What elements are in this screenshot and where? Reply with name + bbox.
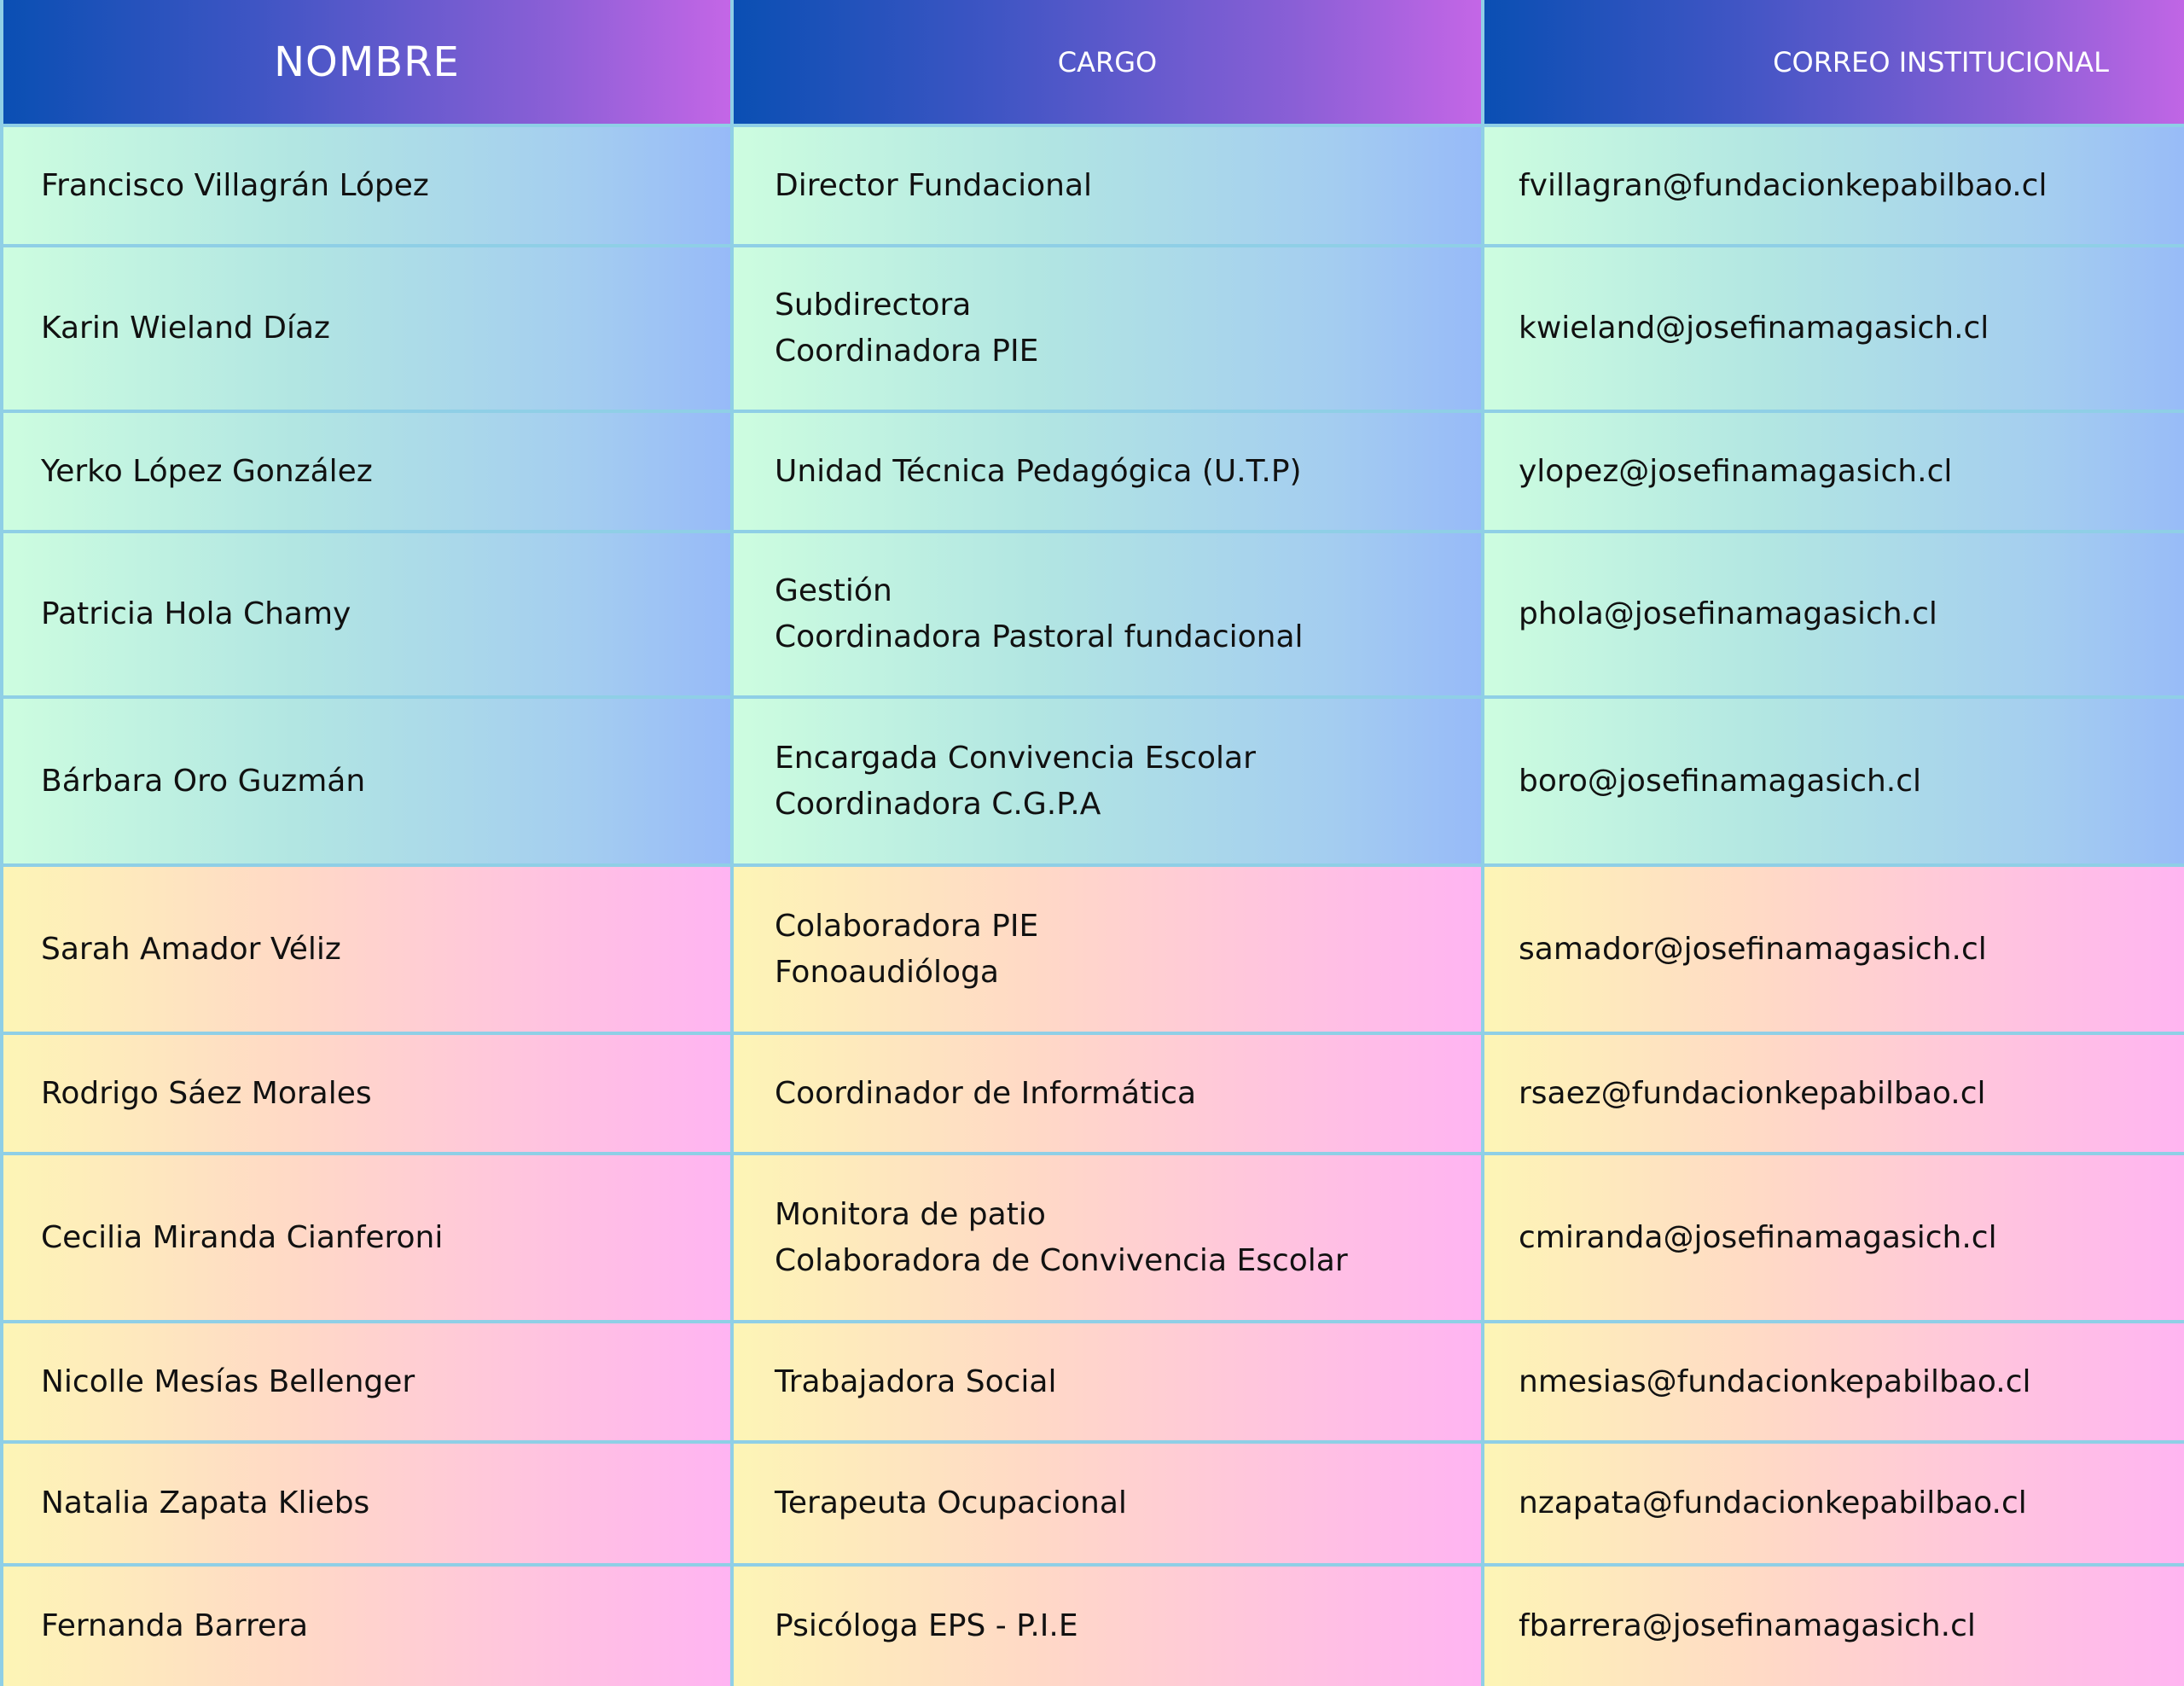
correo-text: cmiranda@josefinamagasich.cl xyxy=(1519,1219,1997,1255)
cargo-line: Colaboradora PIE xyxy=(775,908,1039,944)
cargo-line: Trabajadora Social xyxy=(775,1363,1057,1399)
nombre-text: Patricia Hola Chamy xyxy=(41,596,351,631)
cargo-line: Coordinadora Pastoral fundacional xyxy=(775,619,1304,654)
cell-cargo xyxy=(734,1567,1481,1686)
cell-correo xyxy=(1484,699,2184,863)
nombre-text: Fernanda Barrera xyxy=(41,1608,309,1643)
cell-nombre xyxy=(3,533,730,695)
correo-text: nzapata@fundacionkepabilbao.cl xyxy=(1519,1485,2027,1520)
cargo-line: Psicóloga EPS - P.I.E xyxy=(775,1608,1078,1643)
correo-text: fbarrera@josefinamagasich.cl xyxy=(1519,1608,1976,1643)
cell-nombre xyxy=(3,1035,730,1152)
nombre-text: Karin Wieland Díaz xyxy=(41,311,330,346)
cell-cargo xyxy=(734,533,1481,695)
cargo-line: Coordinador de Informática xyxy=(775,1075,1197,1111)
cargo-line: Unidad Técnica Pedagógica (U.T.P) xyxy=(775,453,1302,489)
cell-cargo xyxy=(734,699,1481,863)
nombre-text: Natalia Zapata Kliebs xyxy=(41,1485,370,1520)
cell-cargo xyxy=(734,413,1481,530)
cell-cargo xyxy=(734,1155,1481,1320)
cell-correo xyxy=(1484,1323,2184,1440)
nombre-text: Nicolle Mesías Bellenger xyxy=(41,1363,415,1399)
cell-correo xyxy=(1484,1567,2184,1686)
cell-cargo xyxy=(734,867,1481,1032)
cell-nombre xyxy=(3,413,730,530)
cargo-line: Coordinadora C.G.P.A xyxy=(775,786,1101,822)
cell-nombre xyxy=(3,247,730,410)
cell-cargo xyxy=(734,1444,1481,1563)
nombre-text: Bárbara Oro Guzmán xyxy=(41,763,366,799)
cargo-line: Director Fundacional xyxy=(775,167,1093,203)
nombre-text: Francisco Villagrán López xyxy=(41,167,429,203)
cell-correo xyxy=(1484,867,2184,1032)
nombre-text: Cecilia Miranda Cianferoni xyxy=(41,1219,444,1255)
cell-correo xyxy=(1484,127,2184,244)
cell-nombre xyxy=(3,1567,730,1686)
cell-cargo xyxy=(734,1323,1481,1440)
cargo-line: Colaboradora de Convivencia Escolar xyxy=(775,1242,1348,1278)
cell-nombre xyxy=(3,127,730,244)
cell-nombre xyxy=(3,1155,730,1320)
cell-correo xyxy=(1484,1035,2184,1152)
cell-correo xyxy=(1484,1155,2184,1320)
cell-correo xyxy=(1484,413,2184,530)
cell-nombre xyxy=(3,1323,730,1440)
nombre-text: Rodrigo Sáez Morales xyxy=(41,1075,372,1111)
cell-correo xyxy=(1484,533,2184,695)
cargo-line: Coordinadora PIE xyxy=(775,334,1039,369)
cell-correo xyxy=(1484,247,2184,410)
cargo-line: Encargada Convivencia Escolar xyxy=(775,740,1256,776)
nombre-text: Yerko López González xyxy=(41,453,373,489)
cell-nombre xyxy=(3,1444,730,1563)
cargo-line: Gestión xyxy=(775,573,892,608)
cell-nombre xyxy=(3,867,730,1032)
cargo-line: Fonoaudióloga xyxy=(775,954,999,990)
correo-text: phola@josefinamagasich.cl xyxy=(1519,596,1937,631)
header-nombre: NOMBRE xyxy=(3,0,730,124)
cell-correo xyxy=(1484,1444,2184,1563)
cell-cargo xyxy=(734,127,1481,244)
correo-text: nmesias@fundacionkepabilbao.cl xyxy=(1519,1363,2031,1399)
correo-text: kwieland@josefinamagasich.cl xyxy=(1519,311,1989,346)
cell-cargo xyxy=(734,247,1481,410)
cargo-line: Terapeuta Ocupacional xyxy=(775,1485,1127,1520)
cell-cargo xyxy=(734,1035,1481,1152)
header-cargo: CARGO xyxy=(734,0,1481,124)
cell-nombre xyxy=(3,699,730,863)
correo-text: samador@josefinamagasich.cl xyxy=(1519,931,1987,967)
header-correo: CORREO INSTITUCIONAL xyxy=(1484,0,2184,124)
nombre-text: Sarah Amador Véliz xyxy=(41,931,341,967)
correo-text: rsaez@fundacionkepabilbao.cl xyxy=(1519,1075,1986,1111)
correo-text: boro@josefinamagasich.cl xyxy=(1519,763,1922,799)
correo-text: ylopez@josefinamagasich.cl xyxy=(1519,453,1953,489)
cargo-line: Subdirectora xyxy=(775,288,972,323)
correo-text: fvillagran@fundacionkepabilbao.cl xyxy=(1519,167,2048,203)
cargo-line: Monitora de patio xyxy=(775,1196,1046,1232)
